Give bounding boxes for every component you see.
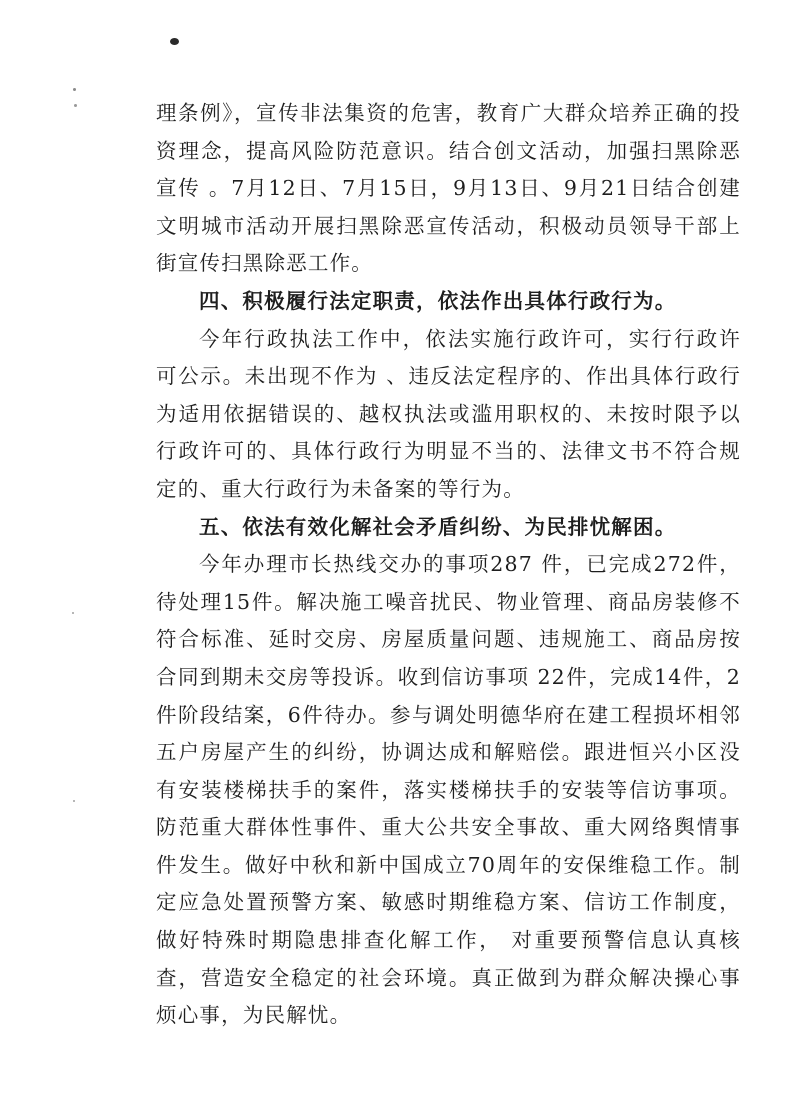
document-body <box>156 95 741 1035</box>
paragraph-continued: 理条例》，宣传非法集资的危害，教育广大群众培养正确的投资理念，提高风险防范意识。结合创文活动，加强扫黑除恶宣传 。7月12日、7月15日，9月13日、9月21日结合创建文明城市活动开展扫黑除恶宣传活动，积极动员领导干部上街宣传扫黑除恶工作。 <box>156 101 741 276</box>
section-heading-4: 四、积极履行法定职责，依法作出具体行政行为。 <box>199 288 677 313</box>
scan-speck <box>73 88 76 91</box>
section-heading-5: 五、依法有效化解社会矛盾纠纷、为民排忧解困。 <box>199 514 677 539</box>
paragraph-dispute-resolution: 今年办理市长热线交办的事项287 件，已完成272件，待处理15件。解决施工噪音扰民、物业管理、商品房装修不符合标准、延时交房、房屋质量问题、违规施工、商品房按合同到期未交房等投诉。收到信访事项 22件，完成14件，2件阶段结案，6件待办。参与调处明德华府在建工程损坏相邻五户房屋产生的纠纷，协调达成和解赔偿。跟进恒兴小区没有安装楼梯扶手的案件，落实楼梯扶手的安装等信访事项。防范重大群体性事件、重大公共安全事故、重大网络舆情事件发生。做好中秋和新中国成立70周年的安保维稳工作。制定应急处置预警方案、敏感时期维稳方案、信访工作制度，做好特殊时期隐患排查化解工作， 对重要预警信息认真核查，营造安全稳定的社会环境。真正做到为群众解决操心事烦心事，为民解忧。 <box>156 552 741 1028</box>
scan-speck <box>72 612 74 614</box>
paragraph-admin-enforcement: 今年行政执法工作中，依法实施行政许可，实行行政许可公示。未出现不作为 、违反法定程序的、作出具体行政行为适用依据错误的、越权执法或滥用职权的、未按时限予以行政许可的、具体行政行为明显不当的、法律文书不符合规定的、重大行政行为未备案的等行为。 <box>156 326 741 501</box>
scan-speck <box>73 800 75 802</box>
scan-speck <box>170 38 179 45</box>
scan-speck <box>74 104 77 107</box>
